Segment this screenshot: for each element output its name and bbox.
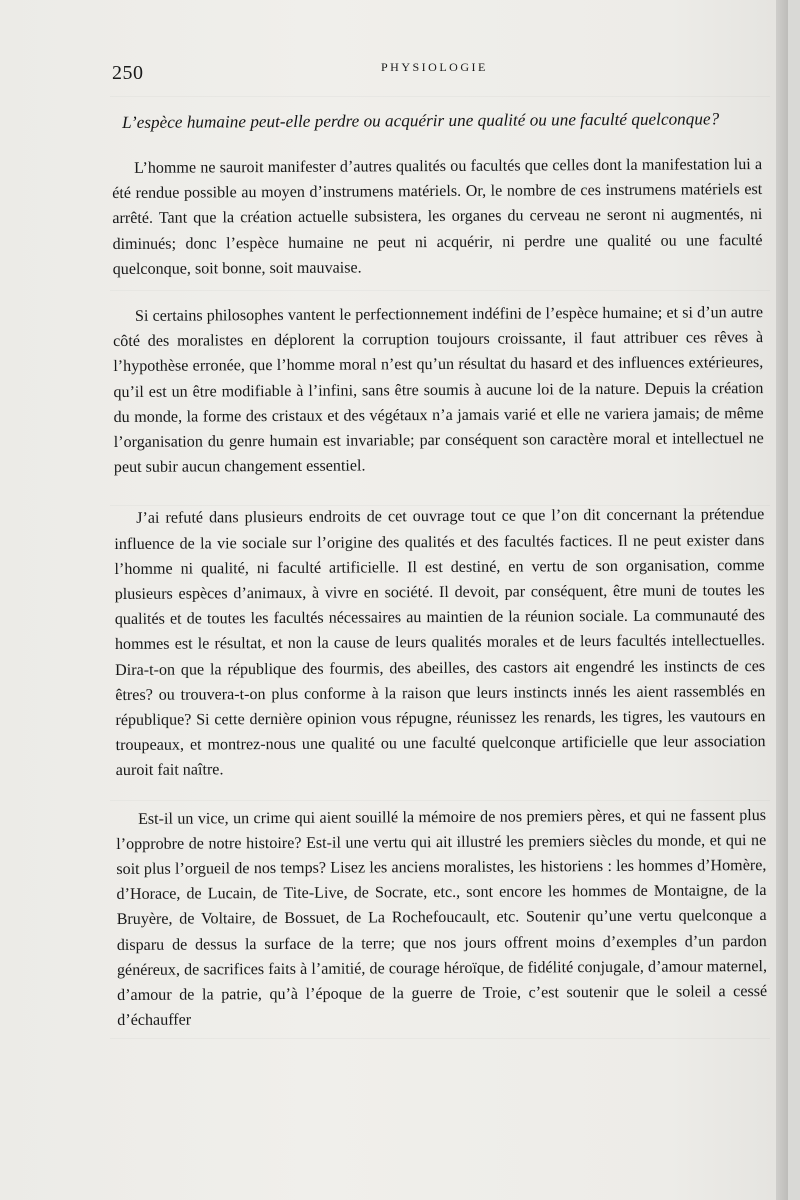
body-text (112, 152, 767, 1033)
paragraph-1: L’homme ne sauroit manifester d’autres qualités ou facultés que celles dont la manifestation lui a été rendue possible au moyen d’instrumens matériels. Or, le nombre de ces instrumens matériels est arrêté. Tant que la création actuelle subsistera, les organes du cerveau ne seront ni augmentés, ni diminués; donc l’espèce humaine ne peut ni acquérir, ni perdre une qualité ou une faculté quelconque, soit bonne, soit mauvaise. (112, 156, 763, 278)
running-head: PHYSIOLOGIE (381, 60, 488, 74)
page-number: 250 (112, 62, 144, 84)
section-title: L’espèce humaine peut-elle perdre ou acquérir une qualité ou une faculté quelconque? (122, 109, 720, 132)
show-through-line (110, 1038, 770, 1039)
paragraph-3: J’ai refuté dans plusieurs endroits de cet ouvrage tout ce que l’on dit concernant la prétendue influence de la vie sociale sur l’origine des qualités et des facultés factices. Il ne peut exister dans l’homme ni qualité, ni faculté artificielle. Il est destiné, en vertu de son organisation, comme plusieurs espèces d’animaux, à vivre en société. Il devoit, par conséquent, être muni de toutes les qualités et de toutes les facultés nécessaires au maintien de la réunion sociale. La communauté des hommes est le résultat, et non la cause de leurs qualités morales et de leurs facultés intellectuelles. Dira-t-on que la république des fourmis, des abeilles, des castors ait engendré les instincts de ces êtres? ou trouvera-t-on plus conforme à la raison que leurs instincts innés les aient rassemblés en république? Si cette dernière opinion vous répugne, réunissez les renards, les tigres, les vautours en troupeaux, et montrez-nous une qualité ou une faculté quelconque artificielle que leur association auroit fait naître. (114, 506, 766, 780)
paragraph-4: Est-il un vice, un crime qui aient souillé la mémoire de nos premiers pères, et qui ne fassent plus l’opprobre de notre histoire? Est-il une vertu qui ait illustré les premiers siècles du monde, et qui ne soit plus l’orgueil de nos temps? Lisez les anciens moralistes, les historiens : les hommes d’Homère, d’Horace, de Lucain, de Tite-Live, de Socrate, etc., sont encore les hommes de Montaigne, de la Bruyère, de Voltaire, de Bossuet, de La Rochefoucault, etc. Soutenir qu’une vertu quelconque a disparu de dessus la surface de la terre; que nos jours offrent moins d’exemples d’un pardon généreux, de sacrifices faits à l’amitié, de courage héroïque, de fidélité conjugale, d’amour maternel, d’amour de la patrie, qu’à l’époque de la guerre de Troie, c’est soutenir que le soleil a cessé d’échauffer (116, 806, 768, 1030)
show-through-line (110, 96, 770, 97)
page-edge-shadow (776, 0, 788, 1200)
paragraph-2: Si certains philosophes vantent le perfectionnement indéfini de l’espèce humaine; et si d’un autre côté des moralistes en déplorent la corruption toujours croissante, il faut attribuer ces rêves à l’hypothèse erronée, que l’homme moral n’est qu’un résultat du hasard et des influences extérieures, qu’il est un être modifiable à l’infini, sans être soumis à aucune loi de la nature. Depuis la création du monde, la forme des cristaux et des végétaux n’a jamais varié et elle ne variera jamais; de même l’organisation du genre humain est invariable; par conséquent son caractère moral et intellectuel ne peut subir aucun changement essentiel. (113, 304, 764, 477)
